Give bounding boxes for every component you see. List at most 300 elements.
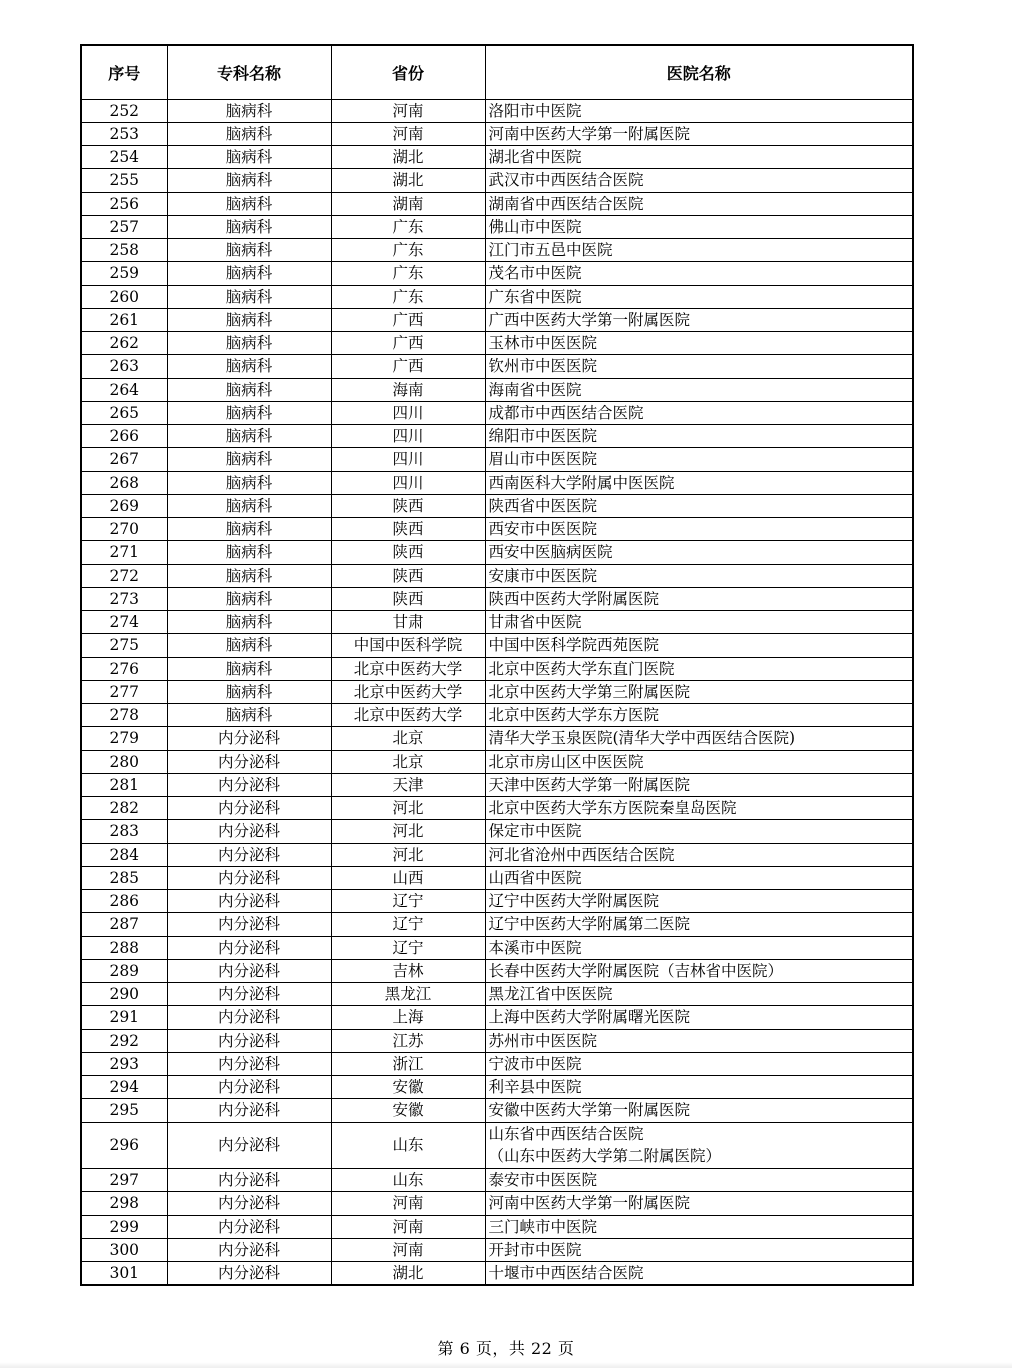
cell-specialty: 脑病科: [167, 308, 331, 331]
cell-index: 274: [81, 611, 167, 634]
hospital-name-line: 钦州市中医医院: [488, 357, 598, 376]
table-row: [81, 262, 913, 285]
table-row: [81, 541, 913, 564]
table-row: [81, 564, 913, 587]
cell-province: 陕西: [331, 587, 485, 610]
cell-province: 山东: [331, 1122, 485, 1169]
cell-index: 266: [81, 425, 167, 448]
cell-specialty: 脑病科: [167, 704, 331, 727]
cell-province: 山东: [331, 1169, 485, 1192]
cell-specialty: 内分泌科: [167, 1099, 331, 1122]
table-row: [81, 378, 913, 401]
cell-index: 262: [81, 332, 167, 355]
cell-hospital: [485, 936, 913, 959]
cell-specialty: 内分泌科: [167, 1006, 331, 1029]
table-row: [81, 611, 913, 634]
cell-specialty: 内分泌科: [167, 1076, 331, 1099]
cell-province: 河北: [331, 820, 485, 843]
cell-specialty: 内分泌科: [167, 983, 331, 1006]
cell-index: 296: [81, 1122, 167, 1169]
header-hospital: 医院名称: [485, 45, 913, 99]
table-row: [81, 727, 913, 750]
hospital-name-line: 辽宁中医药大学附属第二医院: [488, 915, 691, 934]
cell-index: 265: [81, 401, 167, 424]
cell-hospital: [485, 99, 913, 122]
cell-specialty: 内分泌科: [167, 1169, 331, 1192]
cell-province: 广东: [331, 262, 485, 285]
cell-hospital: [485, 1215, 913, 1238]
cell-hospital: [485, 750, 913, 773]
hospital-name-line: 陕西省中医医院: [488, 496, 598, 515]
hospital-name-line: 利辛县中医院: [488, 1078, 582, 1097]
header-index: 序号: [81, 45, 167, 99]
table-row: [81, 587, 913, 610]
cell-index: 282: [81, 797, 167, 820]
cell-index: 272: [81, 564, 167, 587]
cell-province: 湖北: [331, 169, 485, 192]
cell-specialty: 脑病科: [167, 471, 331, 494]
cell-hospital: [485, 169, 913, 192]
hospital-name-line: 长春中医药大学附属医院（吉林省中医院）: [488, 961, 784, 980]
cell-index: 291: [81, 1006, 167, 1029]
hospital-name-line: 宁波市中医院: [488, 1054, 582, 1073]
cell-province: 河北: [331, 843, 485, 866]
table-row: [81, 936, 913, 959]
header-province: 省份: [331, 45, 485, 99]
hospital-name-line: 河南中医药大学第一附属医院: [488, 1194, 691, 1213]
cell-hospital: [485, 797, 913, 820]
table-row: [81, 1029, 913, 1052]
hospital-name-line: 海南省中医院: [488, 380, 582, 399]
cell-index: 297: [81, 1169, 167, 1192]
hospital-name-line: 三门峡市中医院: [488, 1217, 598, 1236]
cell-province: 广东: [331, 285, 485, 308]
cell-province: 安徽: [331, 1076, 485, 1099]
table-row: [81, 680, 913, 703]
cell-index: 293: [81, 1052, 167, 1075]
hospital-name-line: 安康市中医医院: [488, 566, 598, 585]
table-row: [81, 1192, 913, 1215]
table-row: [81, 1052, 913, 1075]
hospital-name-line: 北京中医药大学第三附属医院: [488, 682, 691, 701]
cell-province: 河南: [331, 122, 485, 145]
cell-specialty: 内分泌科: [167, 750, 331, 773]
cell-index: 270: [81, 518, 167, 541]
cell-hospital: [485, 1238, 913, 1261]
hospital-name-line: 湖北省中医院: [488, 148, 582, 167]
hospital-name-line: 广东省中医院: [488, 287, 582, 306]
table-row: [81, 657, 913, 680]
table-row: [81, 797, 913, 820]
cell-specialty: 内分泌科: [167, 843, 331, 866]
cell-hospital: [485, 913, 913, 936]
hospital-name-line: 玉林市中医医院: [488, 334, 598, 353]
cell-index: 268: [81, 471, 167, 494]
page-edge-shadow: [0, 1362, 1012, 1368]
cell-province: 黑龙江: [331, 983, 485, 1006]
cell-hospital: [485, 1006, 913, 1029]
cell-index: 286: [81, 890, 167, 913]
cell-specialty: 脑病科: [167, 239, 331, 262]
cell-index: 301: [81, 1262, 167, 1286]
hospital-name-line: 苏州市中医医院: [488, 1031, 598, 1050]
cell-index: 277: [81, 680, 167, 703]
cell-index: 284: [81, 843, 167, 866]
cell-province: 辽宁: [331, 890, 485, 913]
hospital-name-line: 保定市中医院: [488, 822, 582, 841]
cell-specialty: 脑病科: [167, 215, 331, 238]
cell-index: 287: [81, 913, 167, 936]
cell-index: 253: [81, 122, 167, 145]
cell-province: 河南: [331, 1238, 485, 1261]
table-header: [81, 45, 913, 99]
table-row: [81, 1215, 913, 1238]
cell-index: 261: [81, 308, 167, 331]
cell-specialty: 脑病科: [167, 285, 331, 308]
cell-specialty: 脑病科: [167, 634, 331, 657]
hospital-name-line: 茂名市中医院: [488, 264, 582, 283]
table-row: [81, 704, 913, 727]
table-row: [81, 355, 913, 378]
cell-index: 259: [81, 262, 167, 285]
cell-province: 湖北: [331, 146, 485, 169]
cell-province: 吉林: [331, 959, 485, 982]
cell-province: 广西: [331, 355, 485, 378]
cell-province: 四川: [331, 448, 485, 471]
cell-index: 257: [81, 215, 167, 238]
cell-specialty: 脑病科: [167, 564, 331, 587]
cell-hospital: [485, 843, 913, 866]
table-row: [81, 146, 913, 169]
table-row: [81, 1238, 913, 1261]
cell-specialty: 脑病科: [167, 587, 331, 610]
cell-specialty: 脑病科: [167, 146, 331, 169]
cell-hospital: [485, 122, 913, 145]
hospital-table: [80, 44, 914, 1286]
cell-hospital: [485, 239, 913, 262]
cell-specialty: 内分泌科: [167, 1262, 331, 1286]
cell-index: 255: [81, 169, 167, 192]
hospital-name-line: 甘肃省中医院: [488, 613, 582, 632]
cell-hospital: [485, 704, 913, 727]
cell-specialty: 内分泌科: [167, 866, 331, 889]
cell-index: 254: [81, 146, 167, 169]
cell-specialty: 内分泌科: [167, 1052, 331, 1075]
cell-hospital: [485, 471, 913, 494]
table-row: [81, 913, 913, 936]
cell-specialty: 内分泌科: [167, 1215, 331, 1238]
cell-specialty: 内分泌科: [167, 727, 331, 750]
cell-index: 283: [81, 820, 167, 843]
hospital-name-line: 眉山市中医医院: [488, 450, 598, 469]
table-row: [81, 1169, 913, 1192]
hospital-table-container: [80, 44, 912, 1286]
cell-specialty: 内分泌科: [167, 773, 331, 796]
cell-province: 广西: [331, 332, 485, 355]
table-row: [81, 285, 913, 308]
cell-hospital: [485, 308, 913, 331]
page-footer: 第 6 页，共 22 页: [437, 1339, 575, 1358]
cell-hospital: [485, 215, 913, 238]
hospital-name-line: 北京市房山区中医医院: [488, 752, 644, 771]
cell-specialty: 脑病科: [167, 378, 331, 401]
cell-index: 294: [81, 1076, 167, 1099]
cell-specialty: 内分泌科: [167, 959, 331, 982]
cell-index: 263: [81, 355, 167, 378]
cell-hospital: [485, 1029, 913, 1052]
table-row: [81, 843, 913, 866]
cell-hospital: [485, 1169, 913, 1192]
cell-province: 四川: [331, 401, 485, 424]
table-row: [81, 750, 913, 773]
table-row: [81, 122, 913, 145]
cell-index: 258: [81, 239, 167, 262]
hospital-name-line: 北京中医药大学东方医院秦皇岛医院: [488, 799, 737, 818]
cell-hospital: [485, 285, 913, 308]
cell-province: 河北: [331, 797, 485, 820]
cell-specialty: 脑病科: [167, 401, 331, 424]
hospital-name-line: 上海中医药大学附属曙光医院: [488, 1008, 691, 1027]
cell-province: 海南: [331, 378, 485, 401]
cell-specialty: 脑病科: [167, 657, 331, 680]
cell-province: 北京中医药大学: [331, 704, 485, 727]
cell-index: 276: [81, 657, 167, 680]
cell-hospital: [485, 518, 913, 541]
cell-index: 279: [81, 727, 167, 750]
cell-hospital: [485, 494, 913, 517]
hospital-name-line: 北京中医药大学东方医院: [488, 706, 660, 725]
cell-hospital: [485, 1052, 913, 1075]
cell-hospital: [485, 773, 913, 796]
hospital-name-line: 绵阳市中医医院: [488, 427, 598, 446]
cell-hospital: [485, 1122, 913, 1169]
cell-specialty: 内分泌科: [167, 820, 331, 843]
table-row: [81, 192, 913, 215]
hospital-name-line: 山东省中西医结合医院: [488, 1125, 644, 1144]
hospital-name-line: 西安中医脑病医院: [488, 543, 613, 562]
cell-specialty: 内分泌科: [167, 936, 331, 959]
cell-specialty: 脑病科: [167, 262, 331, 285]
cell-hospital: [485, 890, 913, 913]
table-row: [81, 959, 913, 982]
cell-province: 安徽: [331, 1099, 485, 1122]
cell-province: 浙江: [331, 1052, 485, 1075]
cell-specialty: 脑病科: [167, 680, 331, 703]
cell-specialty: 脑病科: [167, 448, 331, 471]
cell-province: 辽宁: [331, 913, 485, 936]
hospital-name-line: 中国中医科学院西苑医院: [488, 636, 660, 655]
table-row: [81, 401, 913, 424]
cell-specialty: 脑病科: [167, 611, 331, 634]
table-row: [81, 239, 913, 262]
table-row: [81, 866, 913, 889]
cell-index: 288: [81, 936, 167, 959]
cell-province: 陕西: [331, 494, 485, 517]
cell-index: 278: [81, 704, 167, 727]
cell-hospital: [485, 1099, 913, 1122]
hospital-name-line: 广西中医药大学第一附属医院: [488, 310, 691, 329]
table-row: [81, 1006, 913, 1029]
cell-province: 江苏: [331, 1029, 485, 1052]
cell-province: 北京中医药大学: [331, 680, 485, 703]
cell-hospital: [485, 192, 913, 215]
table-body: [81, 99, 913, 1285]
cell-province: 陕西: [331, 541, 485, 564]
header-row: [81, 45, 913, 99]
cell-hospital: [485, 959, 913, 982]
cell-hospital: [485, 401, 913, 424]
cell-hospital: [485, 425, 913, 448]
cell-index: 280: [81, 750, 167, 773]
table-row: [81, 518, 913, 541]
cell-index: 295: [81, 1099, 167, 1122]
cell-province: 广东: [331, 239, 485, 262]
table-row: [81, 1122, 913, 1169]
cell-index: 289: [81, 959, 167, 982]
hospital-name-line: 武汉市中西医结合医院: [488, 171, 644, 190]
hospital-name-line: 陕西中医药大学附属医院: [488, 589, 660, 608]
cell-hospital: [485, 611, 913, 634]
cell-specialty: 内分泌科: [167, 890, 331, 913]
cell-province: 甘肃: [331, 611, 485, 634]
cell-hospital: [485, 727, 913, 750]
cell-specialty: 内分泌科: [167, 1238, 331, 1261]
cell-province: 四川: [331, 471, 485, 494]
cell-hospital: [485, 1076, 913, 1099]
hospital-name-line: 清华大学玉泉医院(清华大学中西医结合医院): [488, 729, 796, 748]
cell-hospital: [485, 1192, 913, 1215]
hospital-name-line: 佛山市中医院: [488, 217, 582, 236]
cell-specialty: 内分泌科: [167, 1029, 331, 1052]
cell-province: 天津: [331, 773, 485, 796]
cell-index: 264: [81, 378, 167, 401]
table-row: [81, 494, 913, 517]
table-row: [81, 448, 913, 471]
table-row: [81, 1099, 913, 1122]
cell-province: 北京中医药大学: [331, 657, 485, 680]
cell-index: 252: [81, 99, 167, 122]
cell-index: 269: [81, 494, 167, 517]
cell-index: 275: [81, 634, 167, 657]
cell-index: 271: [81, 541, 167, 564]
cell-province: 北京: [331, 727, 485, 750]
cell-index: 300: [81, 1238, 167, 1261]
hospital-name-line: 安徽中医药大学第一附属医院: [488, 1101, 691, 1120]
cell-specialty: 脑病科: [167, 425, 331, 448]
cell-province: 河南: [331, 1192, 485, 1215]
cell-specialty: 脑病科: [167, 541, 331, 564]
table-row: [81, 308, 913, 331]
cell-hospital: [485, 820, 913, 843]
cell-province: 陕西: [331, 518, 485, 541]
cell-province: 辽宁: [331, 936, 485, 959]
cell-province: 陕西: [331, 564, 485, 587]
cell-province: 山西: [331, 866, 485, 889]
cell-specialty: 内分泌科: [167, 1192, 331, 1215]
table-row: [81, 773, 913, 796]
hospital-name-line: 河北省沧州中西医结合医院: [488, 845, 675, 864]
cell-hospital: [485, 680, 913, 703]
cell-province: 北京: [331, 750, 485, 773]
cell-hospital: [485, 657, 913, 680]
cell-index: 260: [81, 285, 167, 308]
cell-specialty: 脑病科: [167, 518, 331, 541]
table-row: [81, 820, 913, 843]
cell-province: 河南: [331, 99, 485, 122]
cell-hospital: [485, 1262, 913, 1286]
hospital-name-line: 泰安市中医医院: [488, 1171, 598, 1190]
cell-specialty: 内分泌科: [167, 913, 331, 936]
hospital-name-line: 辽宁中医药大学附属医院: [488, 892, 660, 911]
cell-hospital: [485, 448, 913, 471]
cell-hospital: [485, 378, 913, 401]
hospital-name-line: 北京中医药大学东直门医院: [488, 659, 675, 678]
cell-province: 上海: [331, 1006, 485, 1029]
cell-hospital: [485, 262, 913, 285]
cell-index: 298: [81, 1192, 167, 1215]
table-row: [81, 169, 913, 192]
cell-index: 273: [81, 587, 167, 610]
table-row: [81, 890, 913, 913]
hospital-name-line: 开封市中医院: [488, 1240, 582, 1259]
cell-hospital: [485, 355, 913, 378]
cell-hospital: [485, 634, 913, 657]
table-row: [81, 983, 913, 1006]
cell-specialty: 内分泌科: [167, 797, 331, 820]
table-row: [81, 1262, 913, 1286]
table-row: [81, 425, 913, 448]
cell-specialty: 脑病科: [167, 192, 331, 215]
table-row: [81, 99, 913, 122]
cell-specialty: 脑病科: [167, 99, 331, 122]
table-row: [81, 471, 913, 494]
cell-index: 281: [81, 773, 167, 796]
hospital-name-line: 本溪市中医院: [488, 938, 582, 957]
cell-specialty: 内分泌科: [167, 1122, 331, 1169]
hospital-name-line: 山西省中医院: [488, 868, 582, 887]
cell-hospital: [485, 146, 913, 169]
cell-province: 四川: [331, 425, 485, 448]
hospital-name-line: 十堰市中西医结合医院: [488, 1264, 644, 1282]
cell-index: 256: [81, 192, 167, 215]
cell-province: 中国中医科学院: [331, 634, 485, 657]
cell-index: 290: [81, 983, 167, 1006]
cell-specialty: 脑病科: [167, 122, 331, 145]
cell-specialty: 脑病科: [167, 494, 331, 517]
cell-hospital: [485, 541, 913, 564]
hospital-name-line: 黑龙江省中医医院: [488, 985, 613, 1004]
hospital-name-line: 洛阳市中医院: [488, 101, 582, 120]
hospital-name-line: 天津中医药大学第一附属医院: [488, 775, 691, 794]
cell-hospital: [485, 564, 913, 587]
header-specialty: 专科名称: [167, 45, 331, 99]
hospital-name-line: 江门市五邑中医院: [488, 241, 613, 260]
cell-specialty: 脑病科: [167, 355, 331, 378]
hospital-name-line: 西安市中医医院: [488, 520, 598, 539]
hospital-name-line: （山东中医药大学第二附属医院）: [488, 1147, 722, 1166]
table-row: [81, 332, 913, 355]
cell-specialty: 脑病科: [167, 169, 331, 192]
table-row: [81, 634, 913, 657]
cell-index: 299: [81, 1215, 167, 1238]
cell-province: 湖北: [331, 1262, 485, 1286]
hospital-name-line: 河南中医药大学第一附属医院: [488, 124, 691, 143]
cell-hospital: [485, 332, 913, 355]
hospital-name-line: 西南医科大学附属中医医院: [488, 473, 675, 492]
cell-index: 292: [81, 1029, 167, 1052]
table-row: [81, 215, 913, 238]
cell-index: 267: [81, 448, 167, 471]
